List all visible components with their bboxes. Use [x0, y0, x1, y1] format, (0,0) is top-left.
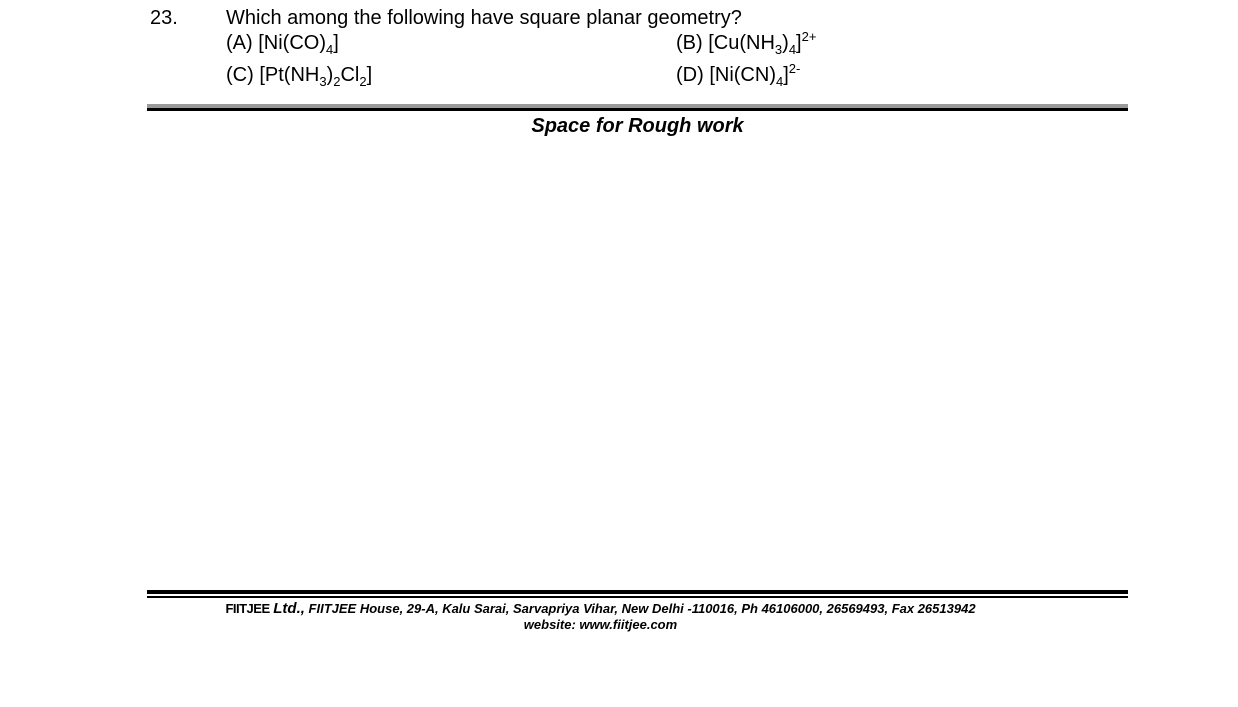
- option-a-suffix: ]: [333, 32, 339, 54]
- option-a-sub1: 4: [326, 42, 334, 57]
- option-d-suffix: ]: [783, 64, 789, 86]
- footer-website: website: www.fiitjee.com: [523, 617, 678, 632]
- footer-address: FIITJEE House, 29-A, Kalu Sarai, Sarvapriya Vihar, New Delhi -110016, Ph 46106000, 26569493, Fax 26513942: [308, 601, 976, 616]
- rough-work-area: [147, 140, 1128, 585]
- option-c-mid: ): [326, 64, 334, 86]
- option-d-charge: 2-: [788, 61, 801, 76]
- option-b-sub2: 4: [788, 42, 797, 57]
- divider-bottom-thick: [147, 590, 1128, 594]
- option-c: [226, 63, 372, 87]
- option-c-sub3: 2: [359, 74, 367, 89]
- option-a-formula-prefix: [Ni(CO): [258, 32, 326, 54]
- option-b-sub1: 3: [774, 42, 783, 57]
- option-c-label: (C): [226, 64, 254, 86]
- option-b-formula-prefix: [Cu(NH: [708, 32, 775, 54]
- option-b: [676, 31, 816, 55]
- rough-work-title: Space for Rough work: [531, 115, 744, 137]
- option-a-label: (A): [226, 32, 253, 54]
- option-c-formula-prefix: [Pt(NH: [259, 64, 320, 86]
- option-c-sub1: 3: [319, 74, 327, 89]
- option-b-suffix: ]: [796, 32, 802, 54]
- footer-brand: FIITJEE: [225, 601, 270, 616]
- option-b-label: (B): [676, 32, 703, 54]
- footer-address-line: [147, 601, 1054, 617]
- divider-top: [147, 104, 1128, 111]
- option-d-label: (D): [676, 64, 704, 86]
- option-c-suffix: ]: [366, 64, 373, 86]
- divider-bottom: [147, 590, 1128, 598]
- footer-ltd: Ltd.,: [273, 600, 305, 617]
- option-b-charge: 2+: [801, 29, 817, 44]
- option-d-sub1: 4: [775, 74, 784, 89]
- option-b-mid: ): [782, 32, 789, 54]
- divider-bottom-thin: [147, 596, 1128, 598]
- option-a: [226, 31, 339, 55]
- option-c-mid2: Cl: [340, 64, 360, 86]
- option-d-formula-prefix: [Ni(CN): [709, 64, 776, 86]
- option-c-sub2: 2: [333, 74, 341, 89]
- option-d: [676, 63, 800, 87]
- question-text: Which among the following have square planar geometry?: [226, 7, 742, 29]
- question-number: 23.: [150, 7, 178, 29]
